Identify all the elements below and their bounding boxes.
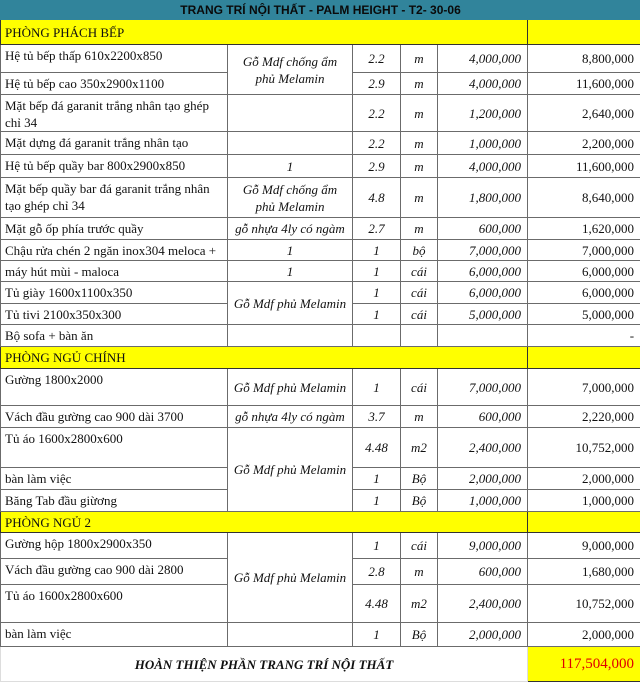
item-quantity: 4.8 xyxy=(353,178,401,218)
section-total-cell xyxy=(528,20,640,45)
item-unit-price: 6,000,000 xyxy=(438,282,528,304)
item-material xyxy=(228,132,353,155)
item-total: - xyxy=(528,325,640,347)
section-header-row xyxy=(1,20,640,45)
item-unit: Bộ xyxy=(401,490,438,512)
table-row xyxy=(1,428,640,468)
item-unit-price: 9,000,000 xyxy=(438,533,528,559)
item-total: 9,000,000 xyxy=(528,533,640,559)
item-unit-price: 1,000,000 xyxy=(438,490,528,512)
item-material: Gỗ Mdf phủ Melamin xyxy=(228,533,353,623)
item-quantity: 1 xyxy=(353,533,401,559)
item-unit-price: 4,000,000 xyxy=(438,155,528,178)
table-row xyxy=(1,218,640,240)
item-material xyxy=(228,95,353,132)
item-total: 1,680,000 xyxy=(528,559,640,585)
item-description: Vách đầu gường cao 900 dài 3700 xyxy=(1,406,228,428)
item-material: Gỗ Mdf chống ẩm phủ Melamin xyxy=(228,178,353,218)
item-unit: m xyxy=(401,132,438,155)
item-material: Gỗ Mdf chống ẩm phủ Melamin xyxy=(228,45,353,95)
item-unit-price xyxy=(438,325,528,347)
table-row xyxy=(1,95,640,132)
item-unit: m xyxy=(401,559,438,585)
item-unit-price: 2,400,000 xyxy=(438,428,528,468)
item-description: Mặt dựng đá garanit trắng nhân tạo xyxy=(1,132,228,155)
item-total: 1,000,000 xyxy=(528,490,640,512)
item-quantity: 2.2 xyxy=(353,95,401,132)
item-unit-price: 4,000,000 xyxy=(438,45,528,73)
table-row xyxy=(1,325,640,347)
item-unit: m2 xyxy=(401,428,438,468)
item-total: 11,600,000 xyxy=(528,155,640,178)
item-description: Mặt bếp quầy bar đá garanit trắng nhân tạo ghép chỉ 34 xyxy=(1,178,228,218)
item-description: Bộ sofa + bàn ăn xyxy=(1,325,228,347)
item-quantity: 4.48 xyxy=(353,585,401,623)
item-unit-price: 7,000,000 xyxy=(438,240,528,261)
item-unit: Bộ xyxy=(401,623,438,647)
table-row xyxy=(1,45,640,73)
item-total: 2,640,000 xyxy=(528,95,640,132)
item-quantity: 2.9 xyxy=(353,73,401,95)
table-row xyxy=(1,132,640,155)
item-unit-price: 2,400,000 xyxy=(438,585,528,623)
item-total: 7,000,000 xyxy=(528,240,640,261)
item-unit: m xyxy=(401,155,438,178)
item-description: Tủ giày 1600x1100x350 xyxy=(1,282,228,304)
item-description: Tủ áo 1600x2800x600 xyxy=(1,585,228,623)
table-row xyxy=(1,406,640,428)
grand-total-label: HOÀN THIỆN PHẦN TRANG TRÍ NỘI THẤT xyxy=(1,647,528,682)
item-unit: cái xyxy=(401,304,438,325)
item-quantity: 4.48 xyxy=(353,428,401,468)
item-unit: m xyxy=(401,45,438,73)
item-quantity: 1 xyxy=(353,490,401,512)
item-total: 2,200,000 xyxy=(528,132,640,155)
item-unit: m xyxy=(401,406,438,428)
item-description: Băng Tab đầu giừơng xyxy=(1,490,228,512)
item-total: 10,752,000 xyxy=(528,585,640,623)
item-material: 1 xyxy=(228,155,353,178)
item-description: Mặt bếp đá garanit trắng nhân tạo ghép chỉ 34 xyxy=(1,95,228,132)
item-total: 6,000,000 xyxy=(528,261,640,282)
table-row xyxy=(1,155,640,178)
item-description: bàn làm việc xyxy=(1,468,228,490)
item-unit: cái xyxy=(401,369,438,406)
section-header-row xyxy=(1,347,640,369)
item-total: 8,800,000 xyxy=(528,45,640,73)
item-description: Vách đầu gường cao 900 dài 2800 xyxy=(1,559,228,585)
item-description: Tủ tivi 2100x350x300 xyxy=(1,304,228,325)
item-total: 6,000,000 xyxy=(528,282,640,304)
item-quantity: 3.7 xyxy=(353,406,401,428)
table-row xyxy=(1,282,640,304)
item-total: 8,640,000 xyxy=(528,178,640,218)
item-quantity: 2.2 xyxy=(353,132,401,155)
item-quantity: 1 xyxy=(353,282,401,304)
item-unit-price: 2,000,000 xyxy=(438,623,528,647)
table-row xyxy=(1,261,640,282)
item-description: Hệ tủ bếp cao 350x2900x1100 xyxy=(1,73,228,95)
item-quantity: 2.7 xyxy=(353,218,401,240)
item-material: gỗ nhựa 4ly có ngàm xyxy=(228,218,353,240)
item-material: 1 xyxy=(228,261,353,282)
table-row xyxy=(1,240,640,261)
item-total: 1,620,000 xyxy=(528,218,640,240)
item-unit: m xyxy=(401,73,438,95)
sheet-title: TRANG TRÍ NỘI THẤT - PALM HEIGHT - T2- 30-06 xyxy=(1,1,640,20)
item-unit: m xyxy=(401,178,438,218)
item-unit-price: 2,000,000 xyxy=(438,468,528,490)
item-unit: cái xyxy=(401,533,438,559)
item-unit-price: 1,800,000 xyxy=(438,178,528,218)
item-quantity: 1 xyxy=(353,468,401,490)
section-header-row xyxy=(1,512,640,533)
item-unit-price: 7,000,000 xyxy=(438,369,528,406)
item-quantity: 1 xyxy=(353,261,401,282)
item-unit-price: 600,000 xyxy=(438,406,528,428)
item-description: Tủ áo 1600x2800x600 xyxy=(1,428,228,468)
item-quantity: 1 xyxy=(353,304,401,325)
item-unit-price: 6,000,000 xyxy=(438,261,528,282)
item-material: 1 xyxy=(228,240,353,261)
item-material xyxy=(228,325,353,347)
item-unit: cái xyxy=(401,261,438,282)
grand-total-row xyxy=(1,647,640,682)
item-material xyxy=(228,623,353,647)
item-material: Gỗ Mdf phủ Melamin xyxy=(228,369,353,406)
item-unit-price: 5,000,000 xyxy=(438,304,528,325)
item-total: 5,000,000 xyxy=(528,304,640,325)
section-title: PHÒNG PHÁCH BẾP xyxy=(1,20,528,45)
item-material: Gỗ Mdf phủ Melamin xyxy=(228,428,353,512)
item-description: Hệ tủ bếp quầy bar 800x2900x850 xyxy=(1,155,228,178)
item-unit: cái xyxy=(401,282,438,304)
item-quantity: 2.9 xyxy=(353,155,401,178)
item-description: Mặt gỗ ốp phía trước quầy xyxy=(1,218,228,240)
item-unit-price: 600,000 xyxy=(438,218,528,240)
item-total: 11,600,000 xyxy=(528,73,640,95)
section-title: PHÒNG NGỦ CHÍNH xyxy=(1,347,528,369)
table-row xyxy=(1,623,640,647)
item-unit xyxy=(401,325,438,347)
item-material: Gỗ Mdf phủ Melamin xyxy=(228,282,353,325)
item-quantity: 2.8 xyxy=(353,559,401,585)
item-unit: m2 xyxy=(401,585,438,623)
table-row xyxy=(1,178,640,218)
item-quantity: 2.2 xyxy=(353,45,401,73)
item-description: máy hút mùi - maloca xyxy=(1,261,228,282)
item-quantity xyxy=(353,325,401,347)
item-unit: m xyxy=(401,95,438,132)
item-total: 2,220,000 xyxy=(528,406,640,428)
item-unit: m xyxy=(401,218,438,240)
section-title: PHÒNG NGỦ 2 xyxy=(1,512,528,533)
item-unit-price: 1,200,000 xyxy=(438,95,528,132)
item-total: 2,000,000 xyxy=(528,623,640,647)
item-quantity: 1 xyxy=(353,240,401,261)
item-total: 2,000,000 xyxy=(528,468,640,490)
table-row xyxy=(1,533,640,559)
section-total-cell xyxy=(528,512,640,533)
item-description: Hệ tủ bếp thấp 610x2200x850 xyxy=(1,45,228,73)
item-description: Gường hộp 1800x2900x350 xyxy=(1,533,228,559)
item-total: 10,752,000 xyxy=(528,428,640,468)
item-material: gỗ nhựa 4ly có ngàm xyxy=(228,406,353,428)
item-unit-price: 600,000 xyxy=(438,559,528,585)
item-unit: bộ xyxy=(401,240,438,261)
item-quantity: 1 xyxy=(353,623,401,647)
item-unit-price: 4,000,000 xyxy=(438,73,528,95)
grand-total-value: 117,504,000 xyxy=(528,647,640,682)
item-unit-price: 1,000,000 xyxy=(438,132,528,155)
table-row xyxy=(1,369,640,406)
item-total: 7,000,000 xyxy=(528,369,640,406)
item-description: bàn làm việc xyxy=(1,623,228,647)
item-quantity: 1 xyxy=(353,369,401,406)
section-total-cell xyxy=(528,347,640,369)
item-unit: Bộ xyxy=(401,468,438,490)
item-description: Chậu rửa chén 2 ngăn inox304 meloca + xyxy=(1,240,228,261)
item-description: Gường 1800x2000 xyxy=(1,369,228,406)
